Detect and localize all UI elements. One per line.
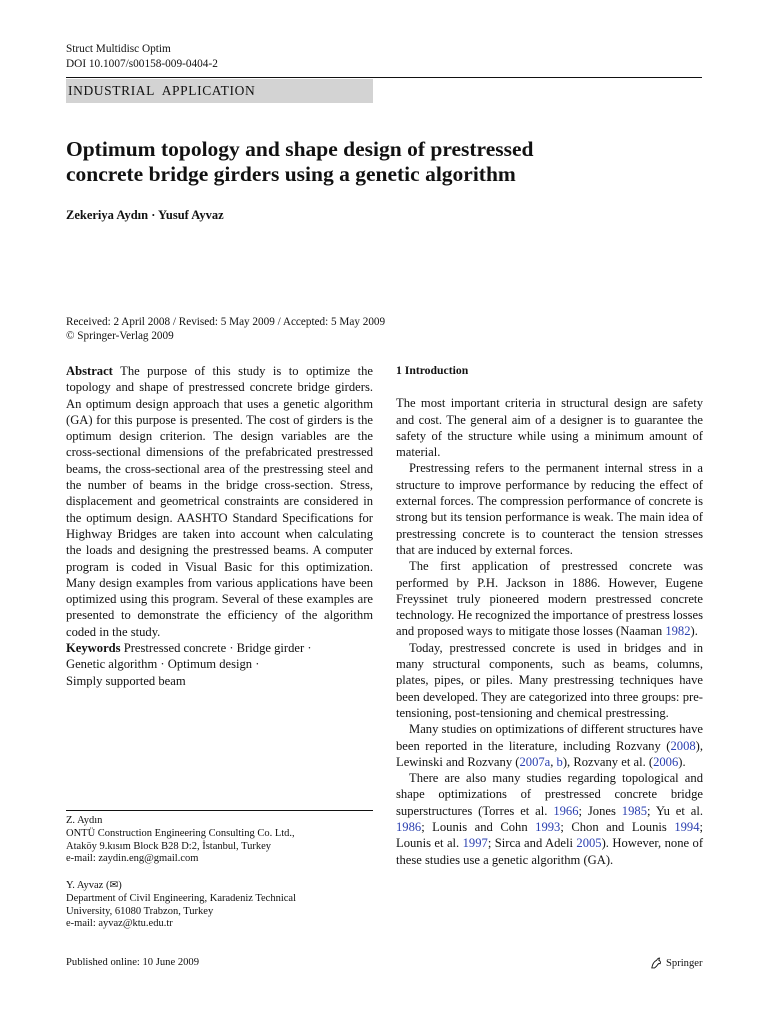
text-run: ; Jones — [578, 803, 622, 818]
intro-paragraph-4: Today, prestressed concrete is used in bridges and in many structural components, such as beams, columns, plates, pipes, or piles. Many prestressing techniques have been developed. They are categorized into three groups: pre-tensioning, post-tensioning and chemical prestressing. — [396, 640, 703, 720]
intro-paragraph-1: The most important criteria in structural design are safety and cost. The general aim of a designer is to guarantee the safety of the structure while using a minimum amount of material. — [396, 396, 703, 460]
left-column — [66, 363, 373, 689]
text-run: The first application of prestressed concrete was performed by P.H. Jackson in 1886. However, Eugene Freyssinet truly pioneered modern prestressed concrete technology. He recognized the importance of prestress losses and proposed ways to mitigate those losses (Naaman — [396, 559, 703, 639]
citation-link[interactable]: 1994 — [674, 820, 700, 835]
affiliation-name: Z. Aydın — [66, 815, 103, 826]
citation-link[interactable]: 2007a — [519, 754, 551, 769]
publisher-name: Springer — [666, 957, 703, 969]
keywords-line-1: Prestressed concrete · Bridge girder · — [123, 641, 312, 656]
citation-link[interactable]: b — [556, 754, 563, 769]
citation-link[interactable]: 2008 — [670, 738, 696, 753]
copyright: © Springer-Verlag 2009 — [66, 330, 174, 342]
footnote-rule — [66, 810, 373, 811]
intro-paragraph-3 — [396, 558, 703, 639]
journal-header — [66, 42, 218, 72]
text-run: , — [550, 754, 557, 769]
affiliation-email[interactable]: e-mail: zaydin.eng@gmail.com — [66, 853, 199, 865]
text-run: There are also many studies regarding topological and shape optimizations of prestressed concrete bridge superstructures (Torres et al. — [396, 771, 703, 818]
affiliation-ayvaz — [66, 880, 373, 931]
dates-block — [66, 315, 385, 343]
abstract-label: Abstract — [66, 364, 113, 378]
keywords-line-3: Simply supported beam — [66, 673, 186, 688]
text-run: Many studies on optimizations of different structures have been reported in the literature, including Rozvany ( — [396, 722, 703, 753]
authors: Zekeriya Aydın · Yusuf Ayvaz — [66, 208, 224, 222]
affiliation-line: University, 61080 Trabzon, Turkey — [66, 905, 214, 917]
intro-paragraph-6 — [396, 770, 703, 868]
citation-link[interactable]: 1982 — [665, 624, 691, 639]
abstract — [66, 363, 373, 640]
journal-name: Struct Multidisc Optim — [66, 43, 171, 55]
text-run: ). — [690, 624, 698, 639]
text-run: ; Sirca and Adeli — [487, 836, 577, 851]
doi: DOI 10.1007/s00158-009-0404-2 — [66, 58, 218, 70]
citation-link[interactable]: 2006 — [653, 754, 679, 769]
text-run: ; Chon and Lounis — [560, 820, 675, 835]
abstract-text: The purpose of this study is to optimize the topology and shape of prestressed concrete bridge girders. An optimum design approach that uses a genetic algorithm (GA) for this purpose is presented. The cost of girders is the optimum design criterion. The design variables are the cross-sectional dimensions of the prefabricated prestressed beams, the cross-sectional area of the prestressing steel and the number of beams in the bridge cross-section. Stress, displacement and geometrical constraints are considered in the optimum design. AASHTO Standard Specifications for Highway Bridges are taken into account when calculating the loads and designing the prestressed beams. A computer program is coded in Visual Basic for this optimization. Many design examples from various applications have been optimized using this program. Several of these examples are presented to demonstrate the efficiency of the algorithm coded in the study. — [66, 364, 373, 639]
paper-title — [66, 137, 686, 187]
citation-link[interactable]: 1986 — [396, 820, 422, 835]
springer-horse-icon — [649, 956, 663, 970]
citation-link[interactable]: 1985 — [621, 803, 647, 818]
header-rule — [66, 77, 702, 78]
intro-paragraph-5 — [396, 721, 703, 770]
text-run: ). — [678, 754, 686, 769]
affiliation-email[interactable]: e-mail: ayvaz@ktu.edu.tr — [66, 918, 173, 930]
citation-link[interactable]: 1997 — [462, 836, 488, 851]
publisher-mark — [649, 956, 702, 970]
right-column — [396, 363, 703, 868]
citation-link[interactable]: 2005 — [576, 836, 602, 851]
affiliation-line: Ataköy 9.kısım Block B28 D:2, İstanbul, Turkey — [66, 840, 272, 852]
citation-link[interactable]: 1966 — [553, 803, 579, 818]
affiliation-line: ONTÜ Construction Engineering Consulting Co. Ltd., — [66, 827, 295, 839]
section-tag: INDUSTRIAL APPLICATION — [66, 79, 373, 103]
intro-paragraph-2: Prestressing refers to the permanent internal stress in a structure to improve performance by reducing the effect of external forces. The compression performance of concrete is strong but its tension performance is weak. The main idea of prestressing concrete is to counteract the tension stresses that are induced by external forces. — [396, 461, 703, 557]
text-run: ; Lounis and Cohn — [421, 820, 536, 835]
text-run: ), Lewinski and Rozvany ( — [396, 738, 703, 769]
title-line-1: Optimum topology and shape design of prestressed — [66, 137, 534, 161]
text-run: ; Yu et al. — [646, 803, 704, 818]
text-run: ; Lounis et al. — [396, 820, 703, 851]
title-line-2: concrete bridge girders using a genetic algorithm — [66, 162, 516, 186]
text-run: ), Rozvany et al. ( — [562, 754, 654, 769]
section-heading-introduction: 1 Introduction — [396, 364, 469, 377]
citation-link[interactable]: 1993 — [535, 820, 561, 835]
affiliation-aydin — [66, 815, 373, 866]
affiliation-name: Y. Ayvaz (✉) — [66, 880, 122, 891]
published-online: Published online: 10 June 2009 — [66, 957, 200, 968]
keywords — [66, 640, 373, 689]
received-dates: Received: 2 April 2008 / Revised: 5 May 2009 / Accepted: 5 May 2009 — [66, 316, 386, 328]
text-run: ). However, none of these studies use a genetic algorithm (GA). — [396, 836, 704, 867]
affiliation-line: Department of Civil Engineering, Karadeniz Technical — [66, 892, 296, 904]
keywords-label: Keywords — [66, 641, 121, 656]
keywords-line-2: Genetic algorithm · Optimum design · — [66, 657, 260, 672]
